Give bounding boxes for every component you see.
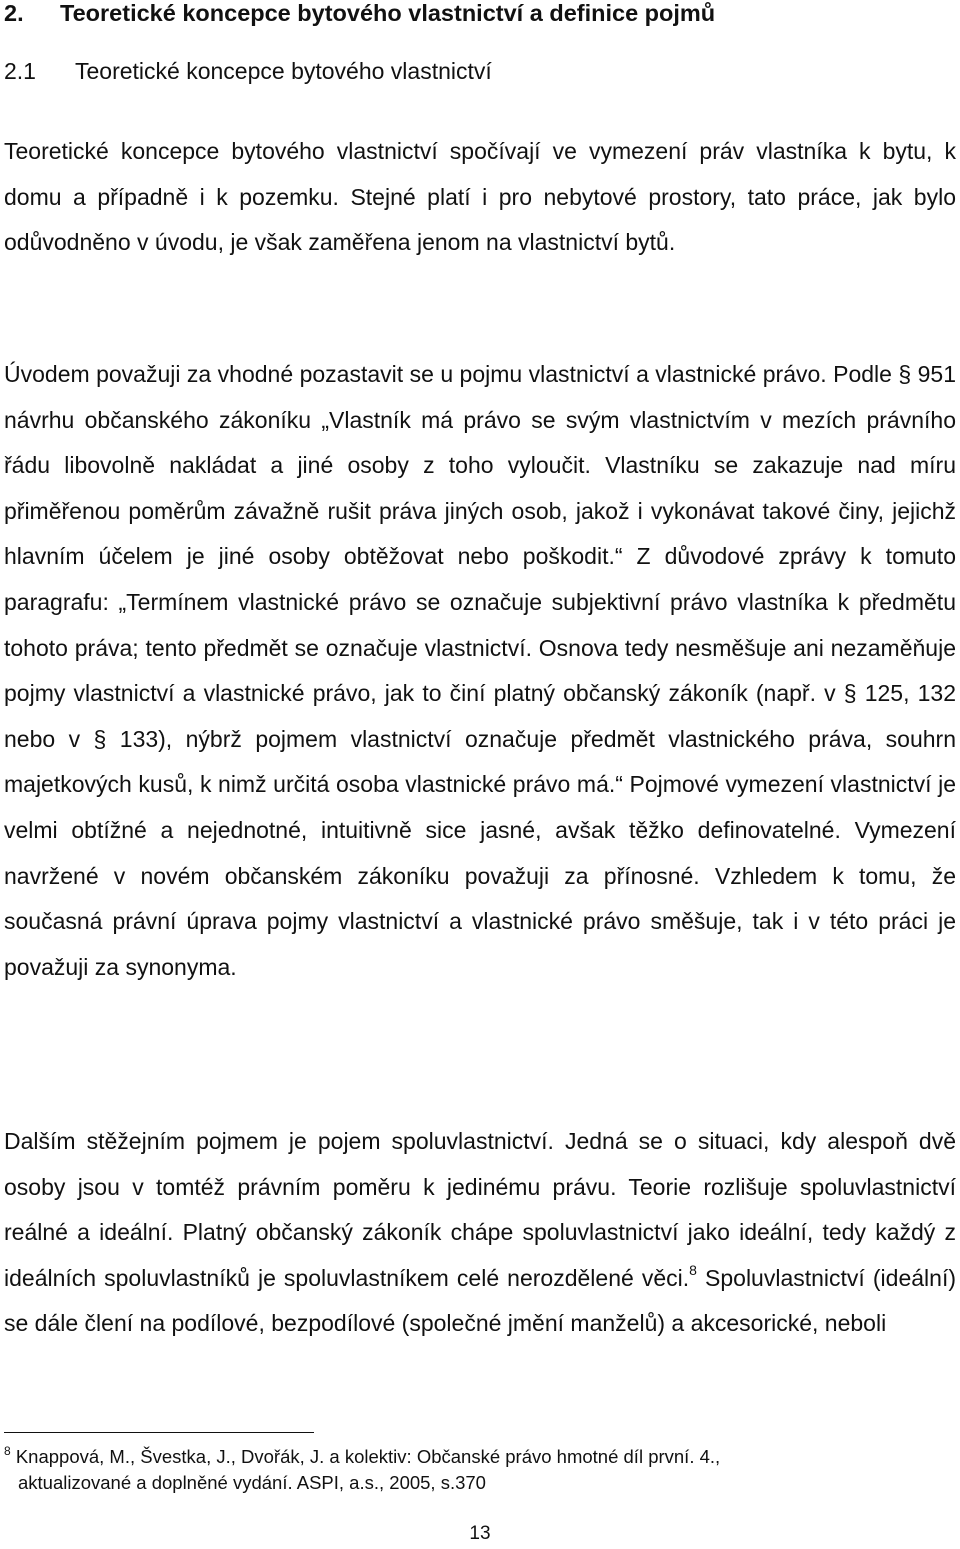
section-title: Teoretické koncepce bytového vlastnictví	[75, 58, 492, 84]
page-number: 13	[469, 1523, 491, 1544]
footnote-mark: 8	[4, 1444, 11, 1458]
chapter-number: 2.	[4, 0, 24, 26]
footnote-divider	[4, 1432, 314, 1433]
section-heading	[4, 60, 492, 83]
paragraph-co-ownership-continued: Spoluvlastnictví (ideální) se dále člení na podílové, bezpodílové (společné jmění manželů) a akcesorické, neboli	[4, 1264, 956, 1337]
chapter-heading	[4, 2, 715, 26]
paragraph-co-ownership	[4, 1119, 956, 1347]
chapter-title: Teoretické koncepce bytového vlastnictví a definice pojmů	[60, 0, 716, 26]
footnote-line-1: Knappová, M., Švestka, J., Dvořák, J. a kolektiv: Občanské právo hmotné díl první. 4.,	[10, 1446, 721, 1467]
section-number: 2.1	[4, 58, 36, 84]
paragraph-ownership-definition: Úvodem považuji za vhodné pozastavit se u pojmu vlastnictví a vlastnické právo. Podle § 951 návrhu občanského zákoníku „Vlastník má právo se svým vlastnictvím v mezích právního řádu libovolně nakládat a jiné osoby z toho vyloučit. Vlastníku se zakazuje nad míru přiměřenou poměrům závažně rušit práva jiných osob, jakož i vykonávat takové činy, jejichž hlavním účelem je jiné osoby obtěžovat nebo poškodit.“ Z důvodové zprávy k tomuto paragrafu: „Termínem vlastnické právo se označuje subjektivní právo vlastníka k předmětu tohoto práva; tento předmět se označuje vlastnictví. Osnova tedy nesměšuje ani nezaměňuje pojmy vlastnictví a vlastnické právo, jak to činí platný občanský zákoník (např. v § 125, 132 nebo v § 133), nýbrž pojmem vlastnictví označuje předmět vlastnického práva, souhrn majetkových kusů, k nimž určitá osoba vlastnické právo má.“ Pojmové vymezení vlastnictví je velmi obtížné a nejednotné, intuitivně sice jasné, avšak těžko definovatelné. Vymezení navržené v novém občanském zákoníku považuji za přínosné. Vzhledem k tomu, že současná právní úprava pojmy vlastnictví a vlastnické právo směšuje, tak i v této práci je považuji za synonyma.	[4, 361, 956, 980]
footnote-line-2: aktualizované a doplněné vydání. ASPI, a.s., 2005, s.370	[18, 1472, 486, 1493]
paragraph-intro: Teoretické koncepce bytového vlastnictví spočívají ve vymezení práv vlastníka k bytu, k domu a případně i k pozemku. Stejné platí i pro nebytové prostory, tato práce, jak bylo odůvodněno v úvodu, je však zaměřena jenom na vlastnictví bytů.	[4, 138, 956, 256]
paragraph-co-ownership-text: Dalším stěžejním pojmem je pojem spoluvlastnictví. Jedná se o situaci, kdy alespoň dvě osoby jsou v tomtéž právním poměru k jedinému právu. Teorie rozlišuje spoluvlastnictví reálné a ideální. Platný občanský zákoník chápe spoluvlastnictví jako ideální, tedy každý z ideálních spoluvlastníků je spoluvlastníkem celé nerozdělené věci.	[4, 1128, 956, 1291]
footnote	[4, 1444, 944, 1496]
footnote-reference[interactable]: 8	[689, 1261, 697, 1278]
